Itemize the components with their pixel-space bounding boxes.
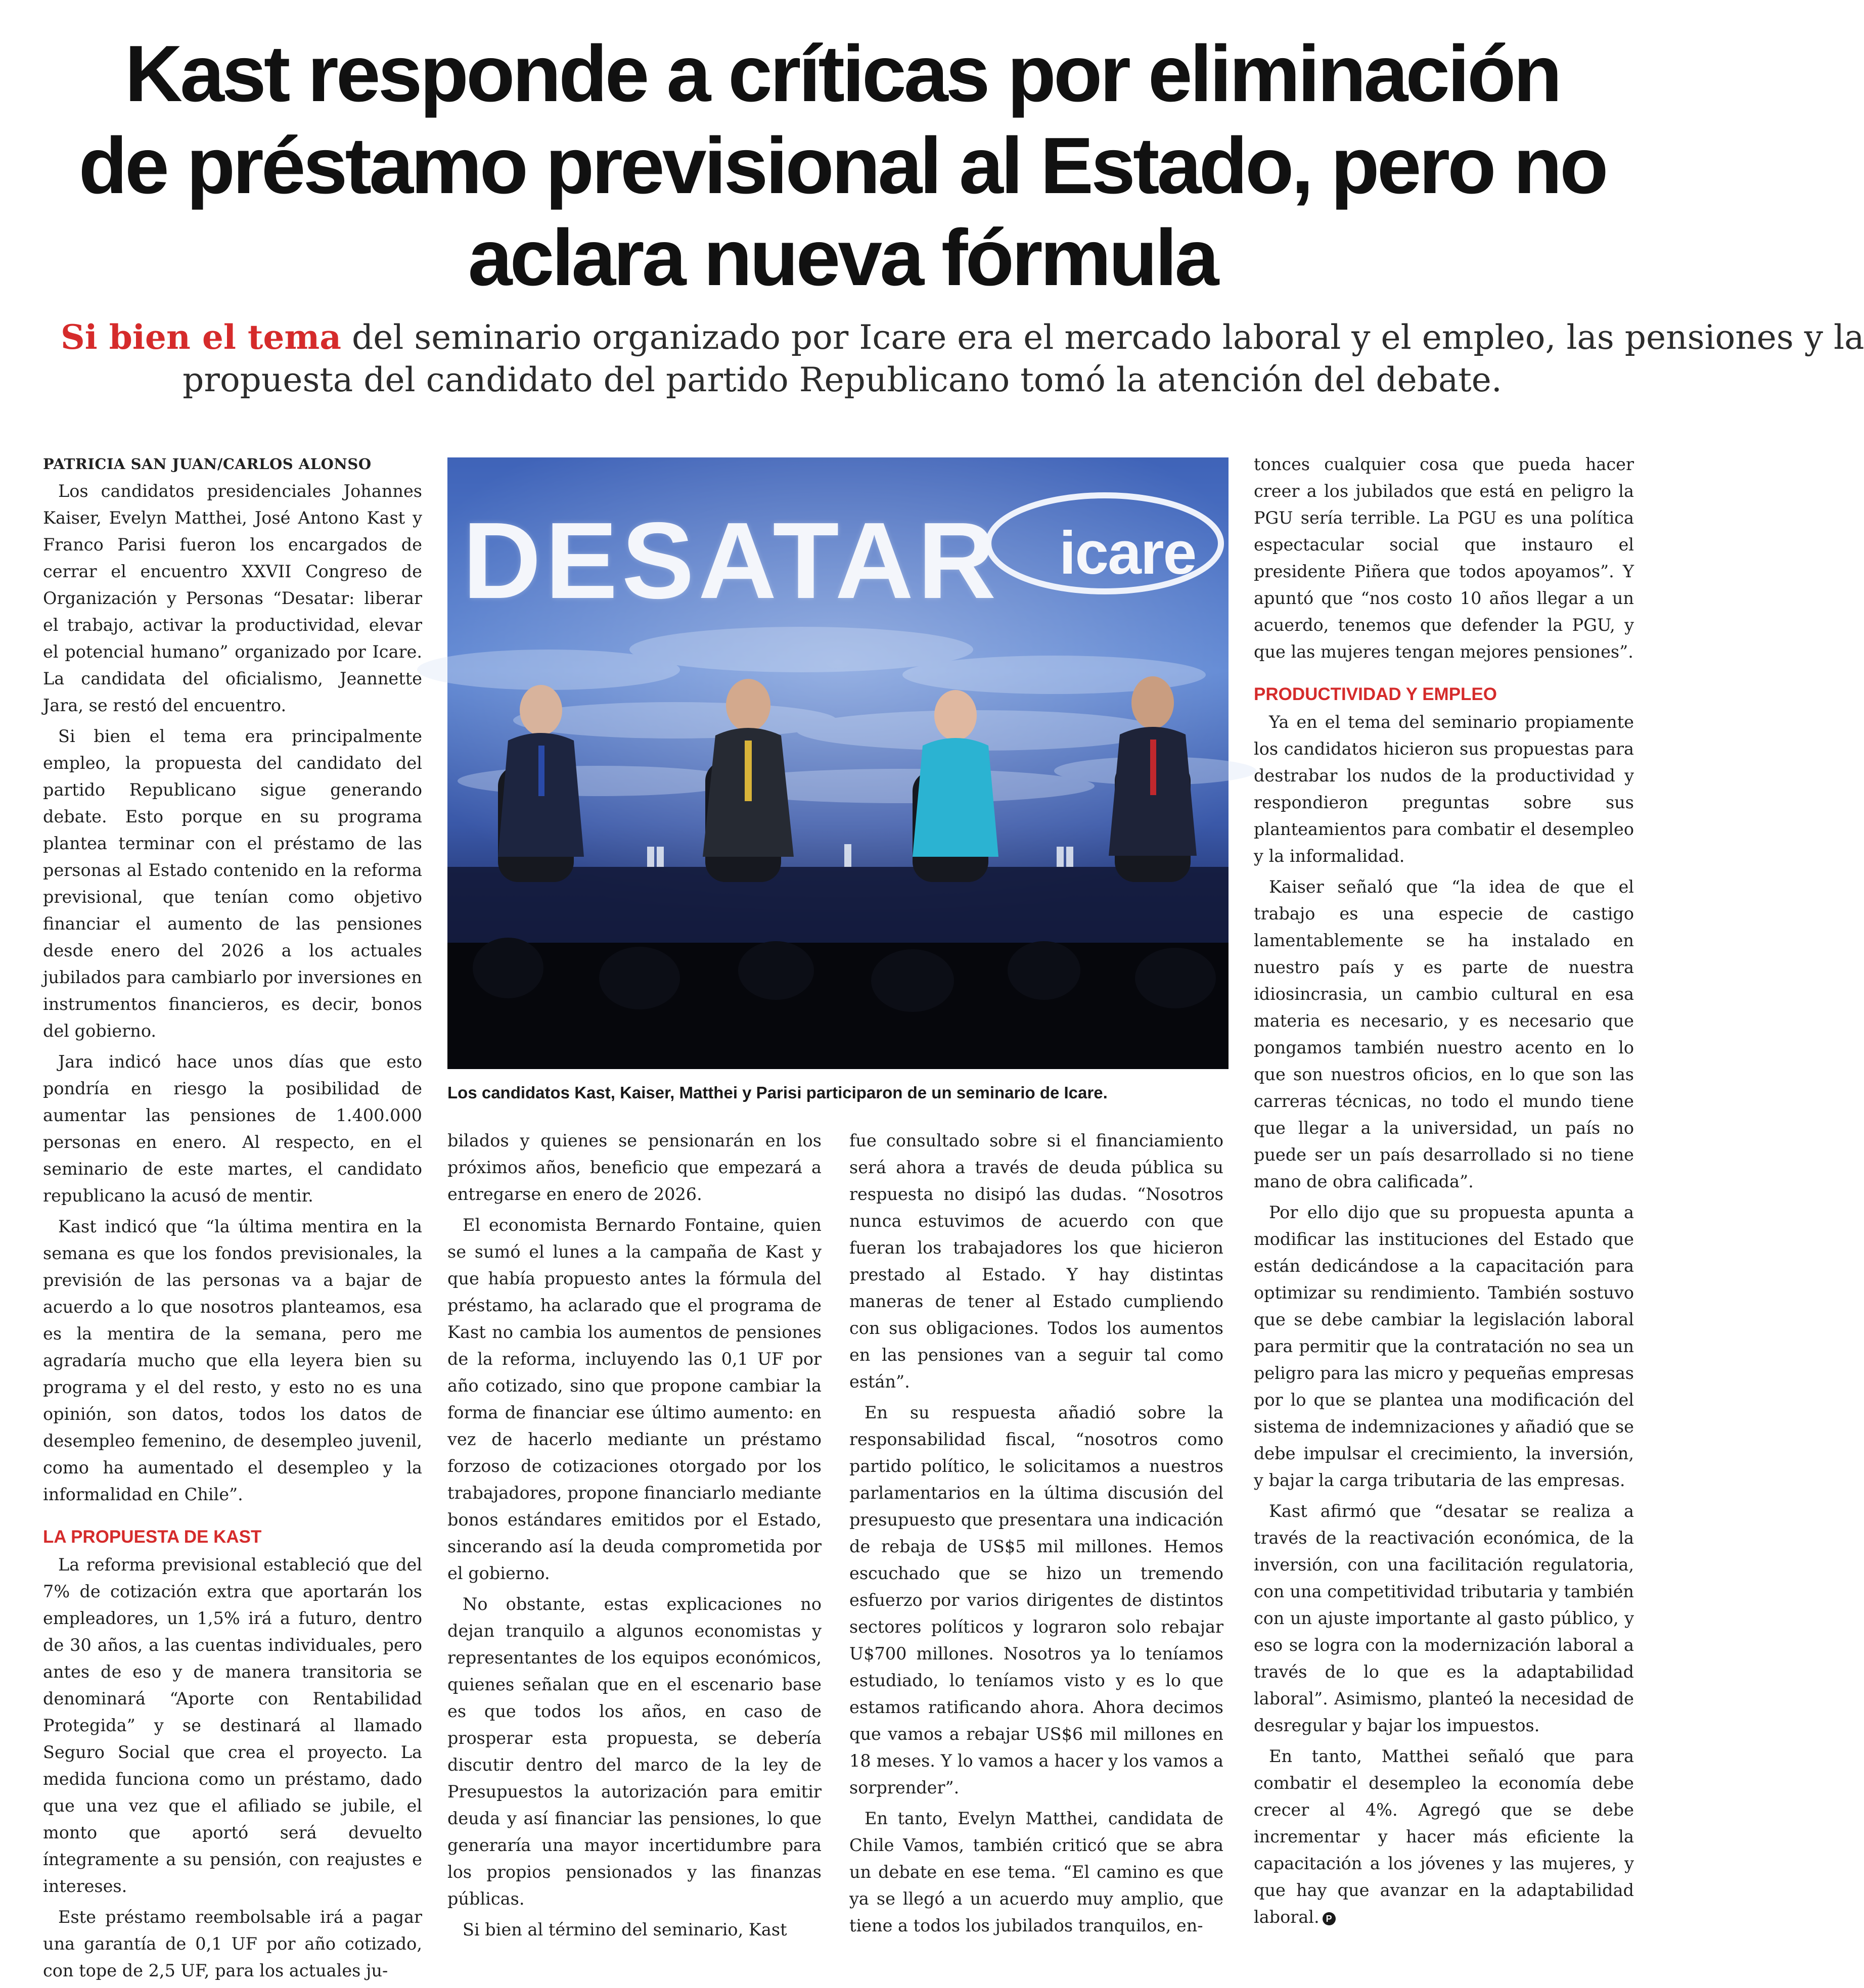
- section-heading-productividad: PRODUCTIVIDAD Y EMPLEO: [1254, 684, 1497, 704]
- paragraph: Kast indicó que “la última mentira en la semana es que los fondos previsionales, la previsión de las personas va a bajar de acuerdo a lo que nosotros planteamos, esa es la mentira de la semana, pero me agradaría mucho que ella leyera bien su programa y el del resto, y esto no es una opinión, son datos, todos los datos de desempleo femenino, de desempleo juvenil, como ha aumentado el desempleo y la informalidad en Chile”.: [43, 1217, 422, 1504]
- paragraph: En tanto, Evelyn Matthei, candidata de Chile Vamos, también criticó que se abra un debate en ese tema. “El camino es que ya se llegó a un acuerdo muy amplio, que tiene a todos los jubilados tranquilos, en-: [849, 1809, 1223, 1935]
- deck-line-1: [61, 316, 1864, 359]
- headline: [30, 28, 1654, 304]
- column-4: [1254, 451, 1634, 1934]
- deck-text-1: del seminario organizado por Icare era el mercado laboral y el empleo, las pensiones y la: [341, 318, 1864, 357]
- column-1: [43, 451, 422, 1988]
- paragraph: Los candidatos presidenciales Johannes Kaiser, Evelyn Matthei, José Antono Kast y Franco Parisi fueron los encargados de cerrar el encuentro XXVII Congreso de Organización y Personas “Desatar: liberar el trabajo, activar la productividad, elevar el potencial humano” organizado por Icare. La candidata del oficialismo, Jeannette Jara, se restó del encuentro.: [43, 481, 422, 715]
- paragraph: fue consultado sobre si el financiamiento será ahora a través de deuda pública su respuesta no disipó las dudas. “Nosotros nunca estuvimos de acuerdo con que fueran los trabajadores los que hicieron prestado al Estado. Y hay distintas maneras de tener al Estado cumpliendo con sus obligaciones. Todos los aumentos en las pensiones van a seguir tal como están”.: [849, 1131, 1223, 1392]
- column-2: [447, 1127, 822, 1947]
- headline-line-3: aclara nueva fórmula: [468, 213, 1217, 302]
- column-3: [849, 1127, 1223, 1943]
- paragraph: La reforma previsional estableció que del 7% de cotización extra que aportarán los empleadores, un 1,5% irá a futuro, dentro de 30 años, a las cuentas individuales, pero antes de eso y de manera transitoria se denominará “Aporte con Rentabilidad Protegida” y se destinará al llamado Seguro Social que crea el proyecto. La medida funciona como un préstamo, dado que una vez que el afiliado se jubile, el monto que aportó será devuelto íntegramente a su pensión, con reajustes e intereses.: [43, 1555, 422, 1896]
- stage-backdrop-word: DESATAR: [463, 499, 1001, 621]
- deck: [61, 316, 1864, 401]
- headline-line-2: de préstamo previsional al Estado, pero no: [78, 121, 1606, 210]
- final-text: En tanto, Matthei señaló que para combatir el desempleo la economía debe crecer al 4%. Agregó que se debe incrementar y hacer más eficiente la capacitación a los jóvenes y las mujeres, y que hay que avanzar en la adaptabilidad laboral.: [1254, 1746, 1634, 1927]
- paragraph: El economista Bernardo Fontaine, quien se sumó el lunes a la campaña de Kast y que había propuesto antes la fórmula del préstamo, ha aclarado que el programa de Kast no cambia los aumentos de pensiones de la reforma, incluyendo las 0,1 UF por año cotizado, sino que propone cambiar la forma de financiar ese último aumento: en vez de hacerlo mediante un préstamo forzoso de cotizaciones otorgado por los trabajadores, propone financiarlo mediante bonos estándares emitidos por el Estado, sincerando así la deuda comprometida por el gobierno.: [447, 1215, 822, 1583]
- event-photo: [447, 457, 1229, 1069]
- paragraph: Si bien al término del seminario, Kast: [463, 1920, 787, 1939]
- paragraph: Este préstamo reembolsable irá a pagar una garantía de 0,1 UF por año cotizado, con tope de 2,5 UF, para los actuales ju-: [43, 1907, 422, 1980]
- paragraph: tonces cualquier cosa que pueda hacer creer a los jubilados que está en peligro la PGU sería terrible. La PGU es una política espectacular social que instauro el presidente Piñera que todos apoyamos”. Y apuntó que “nos costo 10 años llegar a un acuerdo, tenemos que defender la PGU, y que las mujeres tengan mejores pensiones”.: [1254, 454, 1634, 662]
- section-heading-propuesta: LA PROPUESTA DE KAST: [43, 1527, 262, 1547]
- paragraph: Jara indicó hace unos días que esto pondría en riesgo la posibilidad de aumentar las pensiones de 1.400.000 personas en enero. Al respecto, en el seminario de este martes, el candidato republicano la acusó de mentir.: [43, 1052, 422, 1206]
- paragraph: Ya en el tema del seminario propiamente los candidatos hicieron sus propuestas para destrabar los nudos de la productividad y respondieron preguntas sobre sus planteamientos para combatir el desempleo y la informalidad.: [1254, 712, 1634, 866]
- paragraph: Por ello dijo que su propuesta apunta a modificar las instituciones del Estado que están dedicándose a la capacitación para optimizar su rendimiento. También sostuvo que se debe cambiar la legislación laboral para permitir que la contratación no sea un peligro para las micro y pequeñas empresas por lo que se plantea una modificación del sistema de indemnizaciones y añadió que se debe impulsar el crecimiento, la inversión, y bajar la carga tributaria de las empresas.: [1254, 1203, 1634, 1490]
- paragraph: Kast afirmó que “desatar se realiza a través de la reactivación económica, de la inversión, con una facilitación regulatoria, con una competitividad tributaria y también con un ajuste importante al gasto público, y eso se logra con la modernización laboral a través de lo que es la adaptabilidad laboral”. Asimismo, planteó la necesidad de desregular y bajar los impuestos.: [1254, 1501, 1634, 1735]
- paragraph: No obstante, estas explicaciones no dejan tranquilo a algunos economistas y representantes de los equipos económicos, quienes señalan que en el escenario base es que todos los años, en caso de prosperar esta propuesta, se debería discutir dentro del marco de la ley de Presupuestos la autorización para emitir deuda y así financiar las pensiones, lo que generaría una mayor incertidumbre para los propios pensionados y las finanzas públicas.: [447, 1594, 822, 1909]
- end-mark-icon: P: [1323, 1912, 1336, 1925]
- byline: PATRICIA SAN JUAN/CARLOS ALONSO: [43, 455, 372, 473]
- paragraph: En su respuesta añadió sobre la responsabilidad fiscal, “nosotros como partido político, le solicitamos a nuestros parlamentarios en la última discusión del presupuesto que presentara una indicación de rebaja de US$5 mil millones. Hemos escuchado que se hizo un tremendo esfuerzo por varios dirigentes de distintos sectores políticos y lograron solo rebajar U$700 millones. Nosotros ya lo teníamos estudiado, lo teníamos visto y es lo que estamos ratificando ahora. Ahora decimos que vamos a rebajar US$6 mil millones en 18 meses. Y lo vamos a hacer y los vamos a sorprender”.: [849, 1403, 1223, 1797]
- deck-lead: Si bien el tema: [61, 317, 342, 357]
- paragraph: Kaiser señaló que “la idea de que el trabajo es una especie de castigo lamentablemente se ha instalado en nuestro país y es parte de nuestra idiosincrasia, un cambio cultural en esa materia es necesario, y es necesario que pongamos también nuestro acento en lo que son nuestros oficios, en lo que son las carreras técnicas, no todo el mundo tiene que llegar a la universidad, un país no puede ser un país desarrollado si no tiene mano de obra calificada”.: [1254, 877, 1634, 1191]
- paragraph: Si bien el tema era principalmente empleo, la propuesta del candidato del partido Republicano sigue generando debate. Esto porque en su programa plantea terminar con el préstamo de las personas al Estado contenido en la reforma previsional, que tenían como objetivo financiar el aumento de las pensiones desde enero del 2026 a los actuales jubilados para cambiarlo por inversiones en instrumentos financieros, es decir, bonos del gobierno.: [43, 726, 422, 1041]
- photo-caption: Los candidatos Kast, Kaiser, Matthei y Parisi participaron de un seminario de Icare.: [447, 1083, 1108, 1102]
- headline-line-1: Kast responde a críticas por eliminación: [124, 29, 1560, 118]
- paragraph-final: [1254, 1743, 1634, 1930]
- paragraph: bilados y quienes se pensionarán en los próximos años, beneficio que empezará a entregarse en enero de 2026.: [447, 1131, 822, 1204]
- icare-logo: icare: [1059, 519, 1196, 587]
- deck-line-2: propuesta del candidato del partido Republicano tomó la atención del debate.: [183, 360, 1502, 399]
